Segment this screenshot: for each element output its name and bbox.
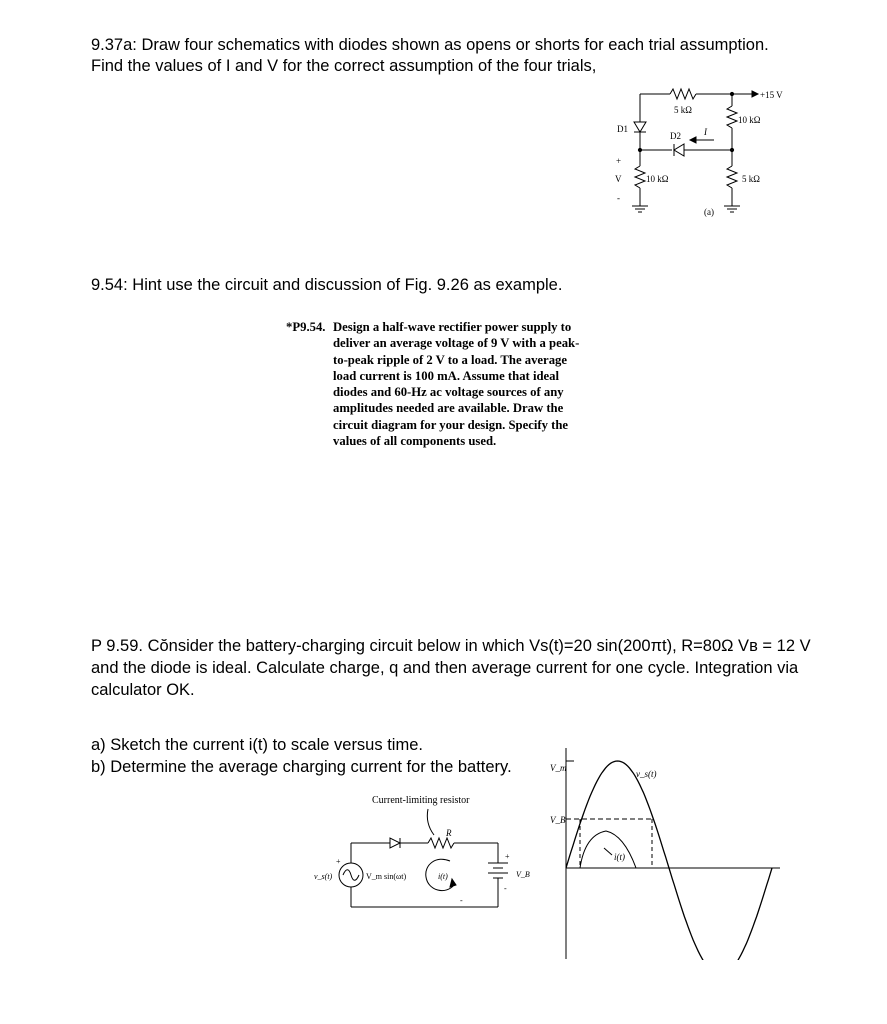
circuit-a-v-plus: + [616, 156, 622, 166]
circuit-a-diagram [600, 82, 800, 232]
problem-954-line: circuit diagram for your design. Specify the [333, 417, 569, 432]
problem-954-line: to-peak ripple of 2 V to a load. The average [333, 352, 568, 367]
circuit-a-v-minus: - [617, 193, 620, 203]
circuit-a-r-top-label: 5 kΩ [674, 105, 692, 115]
problem-954-label: *P9.54. [286, 320, 326, 334]
circuit-b-source-plus: + [336, 857, 341, 866]
problem-959-line3: calculator OK. [91, 681, 195, 699]
problem-959-part-b: b) Determine the average charging current for the battery. [91, 758, 512, 776]
problem-937a-line2: Find the values of I and V for the correct assumption of the four trials, [91, 57, 597, 75]
circuit-a-current-label: I [704, 127, 707, 137]
circuit-a-r-right-bottom-label: 5 kΩ [742, 174, 760, 184]
problem-954-line: diodes and 60-Hz ac voltage sources of any [333, 385, 564, 400]
circuit-b-source-label: v_s(t) [314, 872, 333, 881]
circuit-b-battery-label: V_B [516, 870, 530, 879]
circuit-b-diagram [300, 805, 550, 915]
problem-954-line: Design a half-wave rectifier power supply to [333, 320, 572, 334]
problem-959-line2: and the diode is ideal. Calculate charge, q and then average current for one cycle. Integration via [91, 659, 799, 677]
circuit-a-d2-label: D2 [670, 131, 681, 141]
problem-954-text [333, 319, 603, 449]
graph-vb-label: V_B [550, 815, 566, 825]
circuit-a-r-left-bottom-label: 10 kΩ [646, 174, 669, 184]
problem-954-line: values of all components used. [333, 434, 497, 449]
circuit-a-r-right-top-label: 10 kΩ [738, 115, 761, 125]
circuit-a-supply-label: +15 V [760, 90, 783, 100]
circuit-b-r-label: R [446, 828, 452, 838]
circuit-b-current-label: i(t) [438, 872, 448, 881]
graph-vm-label: V_m [550, 763, 567, 773]
circuit-a-fig-label: (a) [704, 207, 714, 217]
circuit-b-title: Current-limiting resistor [372, 795, 470, 806]
graph-vs-label: v_s(t) [636, 769, 657, 779]
circuit-b-battery-plus: + [505, 852, 510, 861]
problem-959-part-a: a) Sketch the current i(t) to scale versus time. [91, 736, 423, 754]
problem-959-line1: P 9.59. Cŏnsider the battery-charging circuit below in which Vs(t)=20 sin(200πt), R=80Ω Vʙ = 12 V [91, 637, 811, 655]
circuit-b-vm-label: V_m sin(ωt) [366, 872, 407, 881]
circuit-a-d1-label: D1 [617, 124, 628, 134]
problem-954-line: amplitudes needed are available. Draw the [333, 401, 564, 416]
problem-937a-line1: 9.37a: Draw four schematics with diodes shown as opens or shorts for each trial assumption. [91, 36, 769, 54]
problem-954-line: load current is 100 mA. Assume that ideal [333, 368, 560, 383]
problem-954-line: deliver an average voltage of 9 V with a peak- [333, 336, 580, 351]
circuit-b-battery-minus: - [504, 884, 507, 893]
circuit-a-v-label: V [615, 174, 622, 184]
waveform-graph [540, 745, 780, 960]
circuit-b-loop-minus: - [460, 896, 463, 905]
problem-954-hint: 9.54: Hint use the circuit and discussion of Fig. 9.26 as example. [91, 276, 563, 294]
graph-it-label: i(t) [614, 852, 625, 862]
